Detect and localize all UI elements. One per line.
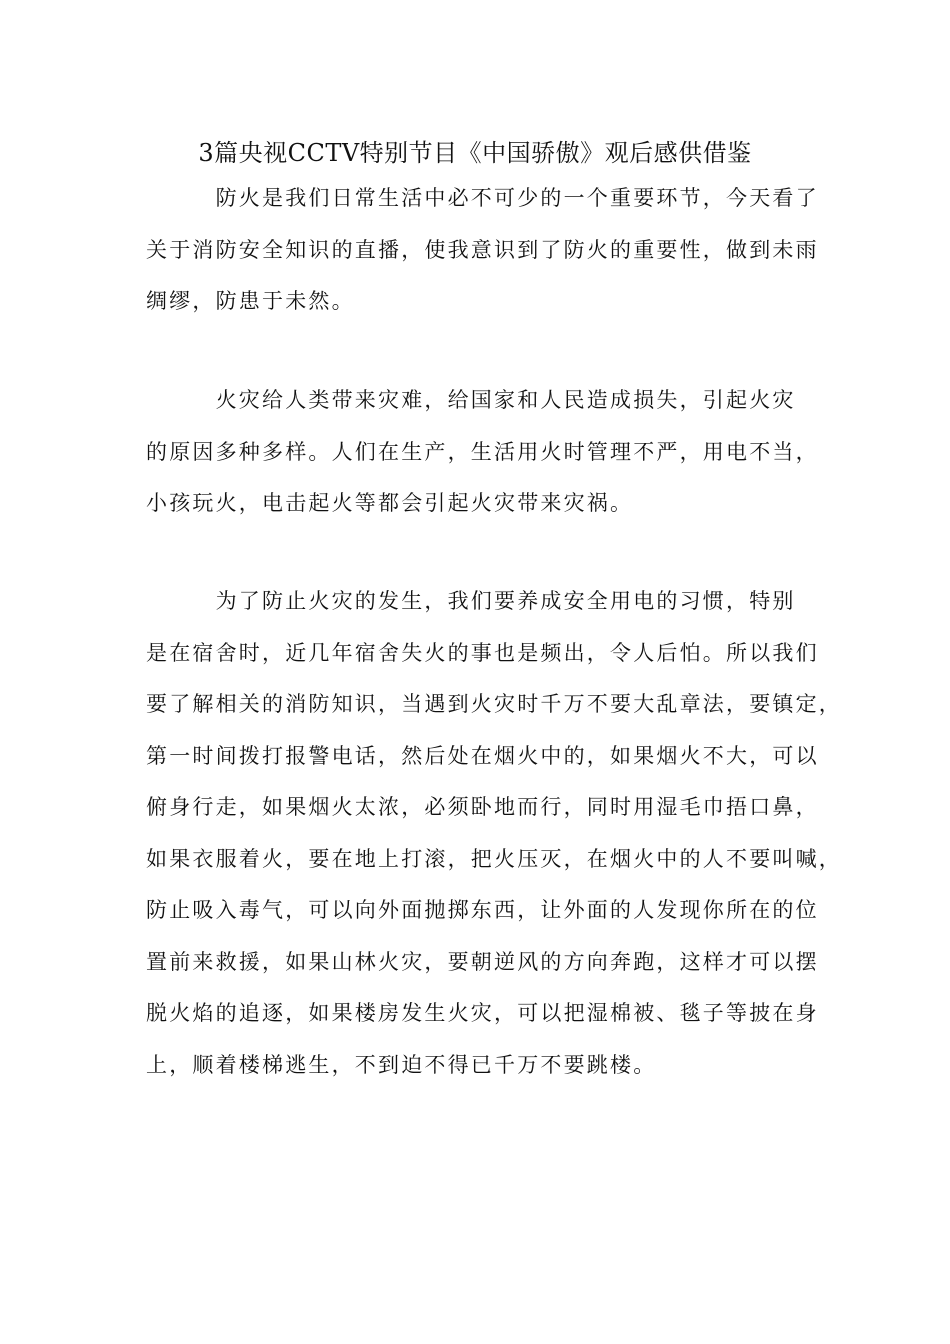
paragraph-line: 小孩玩火，电击起火等都会引起火灾带来灾祸。 bbox=[146, 491, 634, 515]
paragraph-line: 如果衣服着火，要在地上打滚，把火压灭，在烟火中的人不要叫喊， bbox=[146, 846, 842, 871]
paragraph-line: 俯身行走，如果烟火太浓，必须卧地而行，同时用湿毛巾捂口鼻， bbox=[146, 795, 819, 819]
paragraph-line: 为了防止火灾的发生，我们要养成安全用电的习惯，特别 bbox=[146, 589, 796, 613]
paragraph-line: 置前来救援，如果山林火灾，要朝逆风的方向奔跑，这样才可以摆 bbox=[146, 949, 819, 974]
paragraph-line: 火灾给人类带来灾难，给国家和人民造成损失，引起火灾 bbox=[146, 388, 796, 412]
paragraph-line: 第一时间拨打报警电话，然后处在烟火中的，如果烟火不大，可以 bbox=[146, 743, 819, 768]
paragraph-2 bbox=[146, 375, 819, 530]
paragraph-line: 的原因多种多样。人们在生产，生活用火时管理不严，用电不当， bbox=[146, 439, 819, 464]
paragraph-1 bbox=[146, 173, 819, 328]
document-title: 3篇央视CCTV特别节目《中国骄傲》观后感供借鉴 bbox=[198, 139, 752, 167]
paragraph-line: 要了解相关的消防知识，当遇到火灾时千万不要大乱章法，要镇定， bbox=[146, 692, 842, 716]
paragraph-line: 绸缪，防患于未然。 bbox=[146, 289, 355, 313]
paragraph-line: 防止吸入毒气，可以向外面抛掷东西，让外面的人发现你所在的位 bbox=[146, 898, 819, 922]
paragraph-line: 是在宿舍时，近几年宿舍失火的事也是频出，令人后怕。所以我们 bbox=[146, 640, 819, 665]
paragraph-line: 上，顺着楼梯逃生，不到迫不得已千万不要跳楼。 bbox=[146, 1052, 657, 1077]
paragraph-line: 关于消防安全知识的直播，使我意识到了防火的重要性，做到未雨 bbox=[146, 237, 819, 262]
paragraph-3 bbox=[146, 576, 842, 1091]
paragraph-line: 防火是我们日常生活中必不可少的一个重要环节，今天看了 bbox=[146, 186, 819, 210]
paragraph-line: 脱火焰的追逐，如果楼房发生火灾，可以把湿棉被、毯子等披在身 bbox=[146, 1001, 819, 1025]
